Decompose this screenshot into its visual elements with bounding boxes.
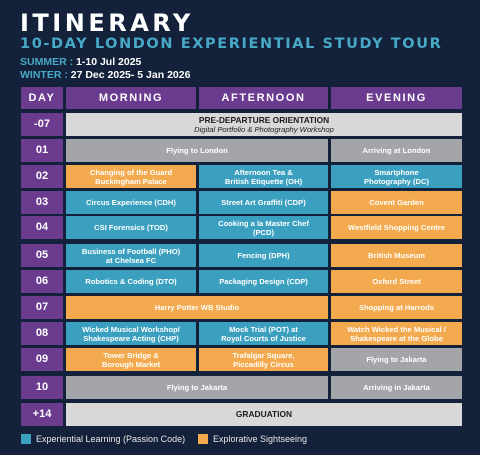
evening-cell: Arriving at London xyxy=(331,139,462,162)
morning-cell-line: Shakespeare Acting (CHP) xyxy=(83,333,179,343)
orange-swatch xyxy=(198,434,208,444)
column-header-afternoon: AFTERNOON xyxy=(199,87,328,109)
morning-cell xyxy=(66,244,196,267)
afternoon-cell xyxy=(199,216,328,239)
day-cell: 03 xyxy=(21,191,63,214)
evening-cell-line: Photography (DC) xyxy=(364,176,429,186)
morning-cell-line: at Chelsea FC xyxy=(105,255,157,265)
evening-cell: Flying to Jakarta xyxy=(331,348,462,371)
winter-dates: WINTER : 27 Dec 2025- 5 Jan 2026 xyxy=(20,69,191,81)
day-cell: 09 xyxy=(21,348,63,371)
evening-cell-line: Shakespeare at the Globe xyxy=(350,333,443,343)
morning-afternoon-cell: Flying to London xyxy=(66,139,328,162)
evening-cell: Covent Garden xyxy=(331,191,462,214)
morning-cell-line: Business of Football (PHO) xyxy=(81,246,181,256)
orientation-subtitle: Digital Portfolio & Photography Workshop xyxy=(194,124,334,134)
afternoon-cell-line: Cooking a la Master Chef xyxy=(218,218,309,228)
afternoon-cell: Packaging Design (CDP) xyxy=(199,270,328,293)
graduation-cell: GRADUATION xyxy=(66,403,462,426)
morning-cell: CSI Forensics (TOD) xyxy=(66,216,196,239)
column-header-day: DAY xyxy=(21,87,63,109)
teal-swatch xyxy=(21,434,31,444)
day-cell: 04 xyxy=(21,216,63,239)
day-cell: 08 xyxy=(21,322,63,345)
morning-cell xyxy=(66,322,196,345)
evening-cell xyxy=(331,165,462,188)
afternoon-cell: Fencing (DPH) xyxy=(199,244,328,267)
day-cell: 07 xyxy=(21,296,63,319)
afternoon-cell-line: Piccadilly Circus xyxy=(233,359,294,369)
morning-cell-line: Buckingham Palace xyxy=(95,176,167,186)
day-cell: 05 xyxy=(21,244,63,267)
morning-cell: Circus Experience (CDH) xyxy=(66,191,196,214)
page-subtitle: 10-DAY LONDON EXPERIENTIAL STUDY TOUR xyxy=(20,36,443,52)
column-header-evening: EVENING xyxy=(331,87,462,109)
morning-cell-line: Wicked Musical Workshop/ xyxy=(82,324,180,334)
day-cell: 06 xyxy=(21,270,63,293)
afternoon-cell-line: Mock Trial (POT) at xyxy=(229,324,298,334)
morning-cell-line: Borough Market xyxy=(101,359,161,369)
afternoon-cell-line: Afternoon Tea & xyxy=(234,167,293,177)
evening-cell: Westfield Shopping Centre xyxy=(331,216,462,239)
morning-afternoon-cell: Flying to Jakarta xyxy=(66,376,328,399)
morning-cell-line: Tower Bridge & xyxy=(103,350,159,360)
morning-cell: Robotics & Coding (DTO) xyxy=(66,270,196,293)
afternoon-cell xyxy=(199,165,328,188)
afternoon-cell-line: British Etiquette (OH) xyxy=(224,176,303,186)
morning-afternoon-cell: Harry Potter WB Studio xyxy=(66,296,328,319)
morning-cell xyxy=(66,348,196,371)
afternoon-cell-line: Trafalgar Square, xyxy=(232,350,295,360)
summer-dates: SUMMER : 1-10 Jul 2025 xyxy=(20,56,142,68)
morning-cell-line: Changing of the Guard xyxy=(89,167,173,177)
tour-dates xyxy=(20,56,190,82)
afternoon-cell xyxy=(199,322,328,345)
legend-teal: Experiential Learning (Passion Code) xyxy=(21,434,185,444)
evening-cell: British Museum xyxy=(331,244,462,267)
evening-cell: Shopping at Harrods xyxy=(331,296,462,319)
evening-cell-line: Watch Wicked the Musical / xyxy=(347,324,446,334)
day-cell: 02 xyxy=(21,165,63,188)
orientation-cell xyxy=(66,113,462,136)
afternoon-cell xyxy=(199,348,328,371)
page-title: ITINERARY xyxy=(20,9,194,37)
day-cell: 01 xyxy=(21,139,63,162)
afternoon-cell-line: Royal Courts of Justice xyxy=(221,333,306,343)
day-cell: 10 xyxy=(21,376,63,399)
evening-cell: Oxford Street xyxy=(331,270,462,293)
day-cell: -07 xyxy=(21,113,63,136)
column-header-morning: MORNING xyxy=(66,87,196,109)
evening-cell xyxy=(331,322,462,345)
morning-cell xyxy=(66,165,196,188)
evening-cell: Arriving in Jakarta xyxy=(331,376,462,399)
day-cell: +14 xyxy=(21,403,63,426)
afternoon-cell: Street Art Graffiti (CDP) xyxy=(199,191,328,214)
afternoon-cell-line: (PCD) xyxy=(252,227,275,237)
legend-orange: Explorative Sightseeing xyxy=(198,434,307,444)
evening-cell-line: Smartphone xyxy=(374,167,419,177)
orientation-title: PRE-DEPARTURE ORIENTATION xyxy=(198,114,330,125)
